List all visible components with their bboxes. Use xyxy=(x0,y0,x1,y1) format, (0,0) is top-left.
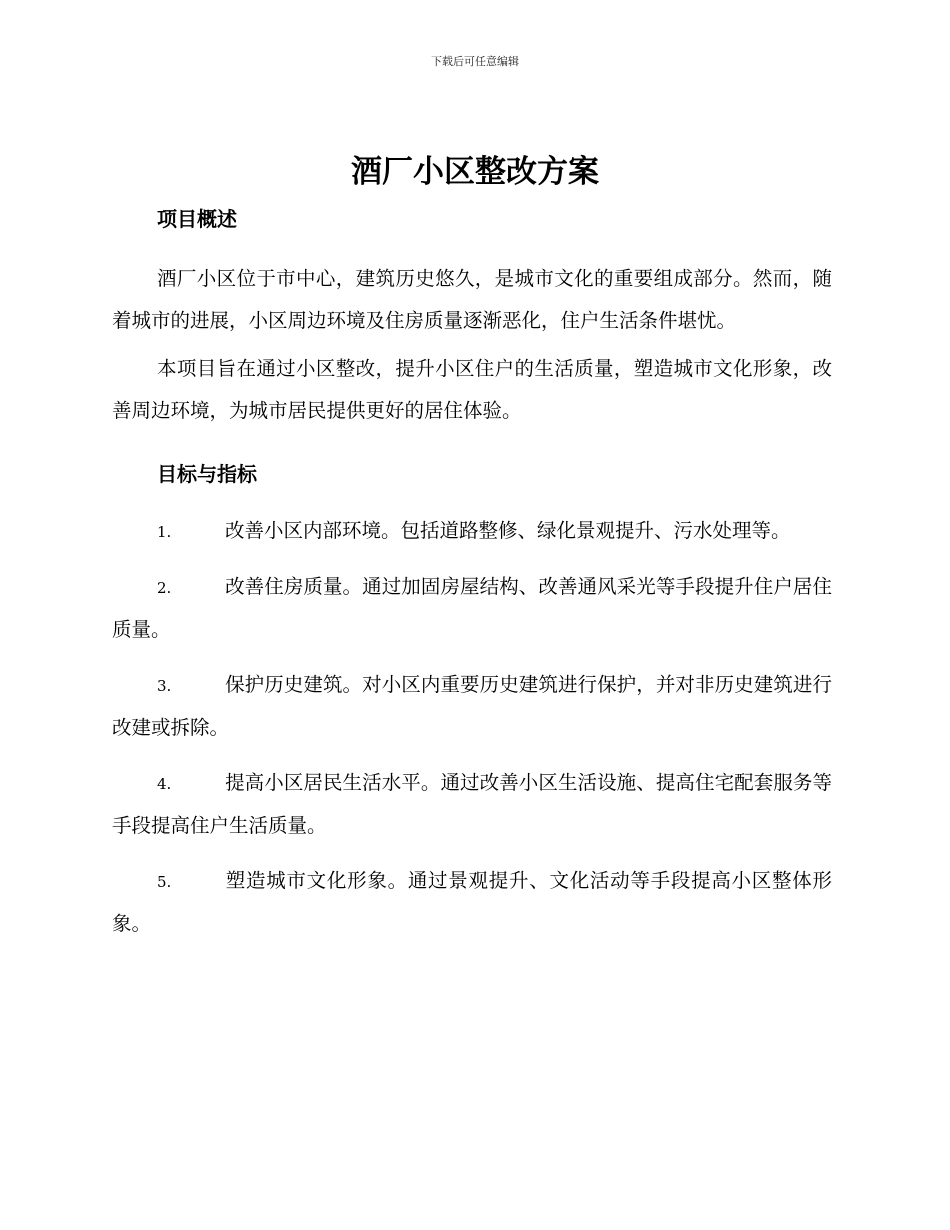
list-item-number: 2. xyxy=(157,579,172,597)
list-item-text: 塑造城市文化形象。通过景观提升、文化活动等手段提高小区整体形象。 xyxy=(112,869,832,935)
section-heading-goals: 目标与指标 xyxy=(157,462,257,486)
overview-paragraph: 酒厂小区位于市中心，建筑历史悠久，是城市文化的重要组成部分。然而，随着城市的进展，小区周边环境及住房质量逐渐恶化，住户生活条件堪忧。 xyxy=(112,267,832,332)
list-item xyxy=(112,566,832,651)
goals-list xyxy=(112,510,832,945)
list-item xyxy=(112,664,832,749)
list-item-text: 改善小区内部环境。包括道路整修、绿化景观提升、污水处理等。 xyxy=(225,519,791,542)
list-item xyxy=(112,510,832,553)
list-item-text: 保护历史建筑。对小区内重要历史建筑进行保护，并对非历史建筑进行改建或拆除。 xyxy=(112,673,832,739)
overview-paragraph: 本项目旨在通过小区整改，提升小区住户的生活质量，塑造城市文化形象，改善周边环境，为城市居民提供更好的居住体验。 xyxy=(112,357,832,422)
list-item-number: 4. xyxy=(157,775,172,793)
section-heading-overview: 项目概述 xyxy=(157,207,237,231)
list-item-number: 1. xyxy=(157,523,172,541)
list-item xyxy=(112,762,832,847)
list-item-number: 3. xyxy=(157,677,172,695)
document-body xyxy=(112,204,832,945)
list-item-text: 提高小区居民生活水平。通过改善小区生活设施、提高住宅配套服务等手段提高住户生活质量。 xyxy=(112,771,832,837)
document-title: 酒厂小区整改方案 xyxy=(351,154,599,190)
list-item xyxy=(112,860,832,945)
list-item-text: 改善住房质量。通过加固房屋结构、改善通风采光等手段提升住户居住质量。 xyxy=(112,575,832,641)
page-header-note: 下载后可任意编辑 xyxy=(431,55,519,68)
list-item-number: 5. xyxy=(157,873,172,891)
